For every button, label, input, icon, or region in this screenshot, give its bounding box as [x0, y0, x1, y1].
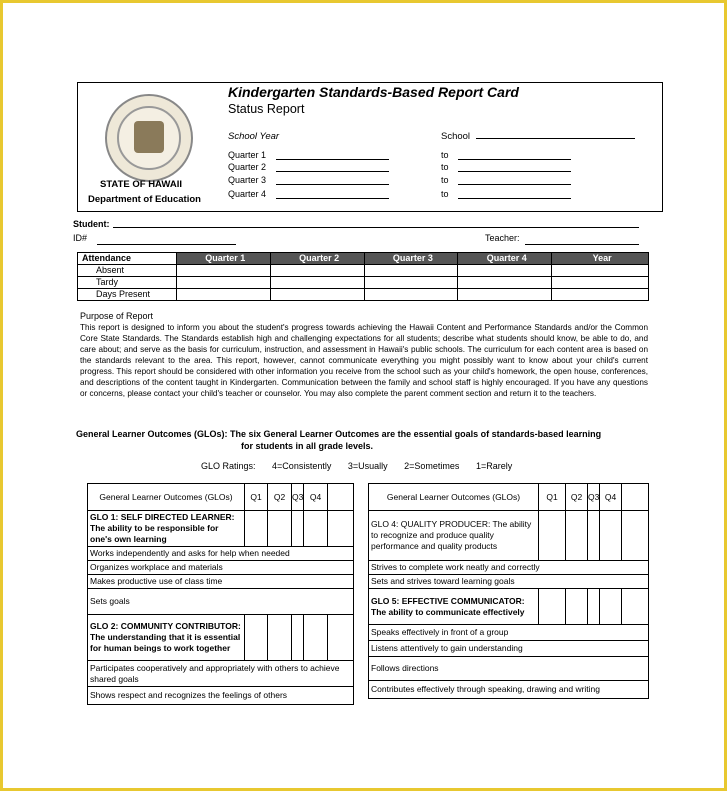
glo-item: Contributes effectively through speaking, drawing and writing	[369, 681, 649, 699]
table-row	[369, 681, 649, 699]
attendance-cell[interactable]	[458, 277, 552, 289]
rating-cell[interactable]	[600, 589, 622, 625]
teacher-field[interactable]	[525, 244, 639, 245]
glo-5-title: GLO 5: EFFECTIVE COMMUNICATOR: The ability to communicate effectively	[369, 589, 539, 625]
quarter-1-to: to	[441, 150, 449, 160]
table-row	[88, 547, 354, 561]
attendance-row-label: Days Present	[78, 289, 177, 301]
attendance-cell[interactable]	[364, 289, 458, 301]
q2-label: Q2	[566, 484, 588, 511]
quarter-2-end-field[interactable]	[458, 171, 571, 172]
quarter-4-to: to	[441, 189, 449, 199]
ratings-label: GLO Ratings:	[201, 461, 256, 471]
q3-label: Q3	[588, 484, 600, 511]
school-field[interactable]	[476, 138, 635, 139]
quarter-2-start-field[interactable]	[276, 171, 389, 172]
attendance-cell[interactable]	[176, 265, 270, 277]
q1-label: Q1	[539, 484, 566, 511]
student-field[interactable]	[113, 227, 639, 228]
table-row	[78, 277, 649, 289]
attendance-col-q4: Quarter 4	[458, 253, 552, 265]
attendance-cell[interactable]	[458, 289, 552, 301]
glo-intro-line1: General Learner Outcomes (GLOs): The six General Learner Outcomes are the essential goals of standards-based learning	[76, 429, 602, 439]
id-label: ID#	[73, 233, 88, 243]
glo-intro-line2: for students in all grade levels.	[241, 441, 374, 451]
quarter-1-start-field[interactable]	[276, 159, 389, 160]
attendance-col-q1: Quarter 1	[176, 253, 270, 265]
quarter-3-end-field[interactable]	[458, 184, 571, 185]
q3-label: Q3	[292, 484, 304, 511]
attendance-cell[interactable]	[364, 277, 458, 289]
table-row	[369, 589, 649, 625]
attendance-cell[interactable]	[552, 289, 649, 301]
state-seal-icon	[105, 94, 193, 182]
purpose-title: Purpose of Report	[80, 311, 154, 321]
attendance-row-label: Tardy	[78, 277, 177, 289]
table-row	[88, 615, 354, 661]
glo-table-left	[87, 483, 354, 705]
table-row	[78, 289, 649, 301]
student-label: Student:	[73, 219, 110, 229]
table-row	[88, 687, 354, 705]
table-row	[88, 589, 354, 615]
attendance-table	[77, 252, 649, 301]
table-row	[78, 265, 649, 277]
glo-item: Speaks effectively in front of a group	[369, 625, 649, 641]
rating-cell[interactable]	[539, 511, 566, 561]
attendance-cell[interactable]	[270, 289, 364, 301]
state-name: STATE OF HAWAII	[100, 179, 182, 190]
department-name: Department of Education	[88, 194, 201, 205]
attendance-cell[interactable]	[458, 265, 552, 277]
rating-cell[interactable]	[292, 615, 304, 661]
q2-label: Q2	[268, 484, 292, 511]
glo-ratings	[201, 461, 526, 471]
quarter-3-to: to	[441, 175, 449, 185]
glo-item: Shows respect and recognizes the feelings of others	[88, 687, 354, 705]
rating-cell[interactable]	[245, 615, 268, 661]
table-row	[88, 575, 354, 589]
table-row	[369, 657, 649, 681]
table-row	[369, 575, 649, 589]
rating-cell[interactable]	[588, 511, 600, 561]
glo-intro	[76, 428, 636, 452]
table-row	[369, 641, 649, 657]
rating-item: 1=Rarely	[475, 461, 513, 471]
q4-label: Q4	[600, 484, 622, 511]
glo-item: Sets and strives toward learning goals	[369, 575, 649, 589]
q4-label: Q4	[304, 484, 328, 511]
attendance-cell[interactable]	[552, 265, 649, 277]
glo-item: Works independently and asks for help when needed	[88, 547, 354, 561]
glo-left-header: General Learner Outcomes (GLOs)	[88, 484, 245, 511]
table-row	[369, 561, 649, 575]
table-row	[88, 511, 354, 547]
quarter-2-label: Quarter 2	[228, 162, 267, 172]
rating-cell[interactable]	[268, 511, 292, 547]
glo-item: Sets goals	[88, 589, 354, 615]
rating-item: 2=Sometimes	[404, 461, 460, 471]
glo-item: Listens attentively to gain understanding	[369, 641, 649, 657]
rating-cell[interactable]	[268, 615, 292, 661]
attendance-col-q3: Quarter 3	[364, 253, 458, 265]
table-row	[88, 661, 354, 687]
purpose-section	[80, 311, 648, 399]
glo-item: Organizes workplace and materials	[88, 561, 354, 575]
table-row	[369, 625, 649, 641]
quarter-4-label: Quarter 4	[228, 189, 267, 199]
rating-cell[interactable]	[292, 511, 304, 547]
glo-item: Participates cooperatively and appropriately with others to achieve shared goals	[88, 661, 354, 687]
table-row	[88, 561, 354, 575]
glo-2-title: GLO 2: COMMUNITY CONTRIBUTOR: The understanding that it is essential for human beings to work together	[88, 615, 245, 661]
rating-cell[interactable]	[245, 511, 268, 547]
report-title: Kindergarten Standards-Based Report Card	[228, 84, 519, 100]
glo-1-title: GLO 1: SELF DIRECTED LEARNER: The ability to be responsible for one's own learning	[88, 511, 245, 547]
glo-right-header: General Learner Outcomes (GLOs)	[369, 484, 539, 511]
glo-4-title: GLO 4: QUALITY PRODUCER: The ability to recognize and produce quality performance and quality products	[369, 511, 539, 561]
quarter-3-start-field[interactable]	[276, 184, 389, 185]
attendance-header: Attendance	[78, 253, 177, 265]
school-label: School	[441, 131, 471, 142]
quarter-2-to: to	[441, 162, 449, 172]
school-year-label: School Year	[228, 131, 280, 142]
report-subtitle: Status Report	[228, 102, 305, 116]
quarter-4-start-field[interactable]	[276, 198, 389, 199]
glo-item: Makes productive use of class time	[88, 575, 354, 589]
rating-cell[interactable]	[566, 589, 588, 625]
purpose-text: This report is designed to inform you about the student's progress towards achieving the Hawaii Content and Performance Standards and/or the Common Core State Standards. The Standards establish high and challenging expectations for all students; describe what students should know, be able to do, and care about; and serve as the basis for curriculum, instruction, and assessment in Hawaii's public schools. The curriculum for each content area is based on the standards relevant to the area. This report, however, cannot communicate everything you might possibly want to know about your child's current progress. This report should be considered with other information you receive from the school such as your child's homework, the open house, conferences, and descriptions of the content taught in Kindergarten. Communication between the family and school staff is highly encouraged. If you have any questions or concerns, please contact your child's teacher or counselor. You may also complete the parent comment section and return it to the teachers.	[80, 323, 648, 398]
rating-item: 4=Consistently	[272, 461, 332, 471]
rating-cell[interactable]	[566, 511, 588, 561]
teacher-label: Teacher:	[485, 233, 520, 243]
attendance-row-label: Absent	[78, 265, 177, 277]
rating-cell[interactable]	[304, 511, 328, 547]
id-field[interactable]	[97, 244, 236, 245]
attendance-col-q2: Quarter 2	[270, 253, 364, 265]
rating-cell[interactable]	[600, 511, 622, 561]
attendance-cell[interactable]	[364, 265, 458, 277]
attendance-cell[interactable]	[552, 277, 649, 289]
quarter-3-label: Quarter 3	[228, 175, 267, 185]
rating-item: 3=Usually	[347, 461, 388, 471]
attendance-cell[interactable]	[270, 277, 364, 289]
rating-cell[interactable]	[588, 589, 600, 625]
glo-table-right	[368, 483, 649, 699]
glo-item: Strives to complete work neatly and correctly	[369, 561, 649, 575]
quarter-1-label: Quarter 1	[228, 150, 267, 160]
table-row	[369, 511, 649, 561]
quarter-1-end-field[interactable]	[458, 159, 571, 160]
q1-label: Q1	[245, 484, 268, 511]
quarter-4-end-field[interactable]	[458, 198, 571, 199]
attendance-col-year: Year	[552, 253, 649, 265]
attendance-cell[interactable]	[176, 277, 270, 289]
attendance-cell[interactable]	[176, 289, 270, 301]
glo-item: Follows directions	[369, 657, 649, 681]
rating-cell[interactable]	[304, 615, 328, 661]
attendance-cell[interactable]	[270, 265, 364, 277]
rating-cell[interactable]	[539, 589, 566, 625]
